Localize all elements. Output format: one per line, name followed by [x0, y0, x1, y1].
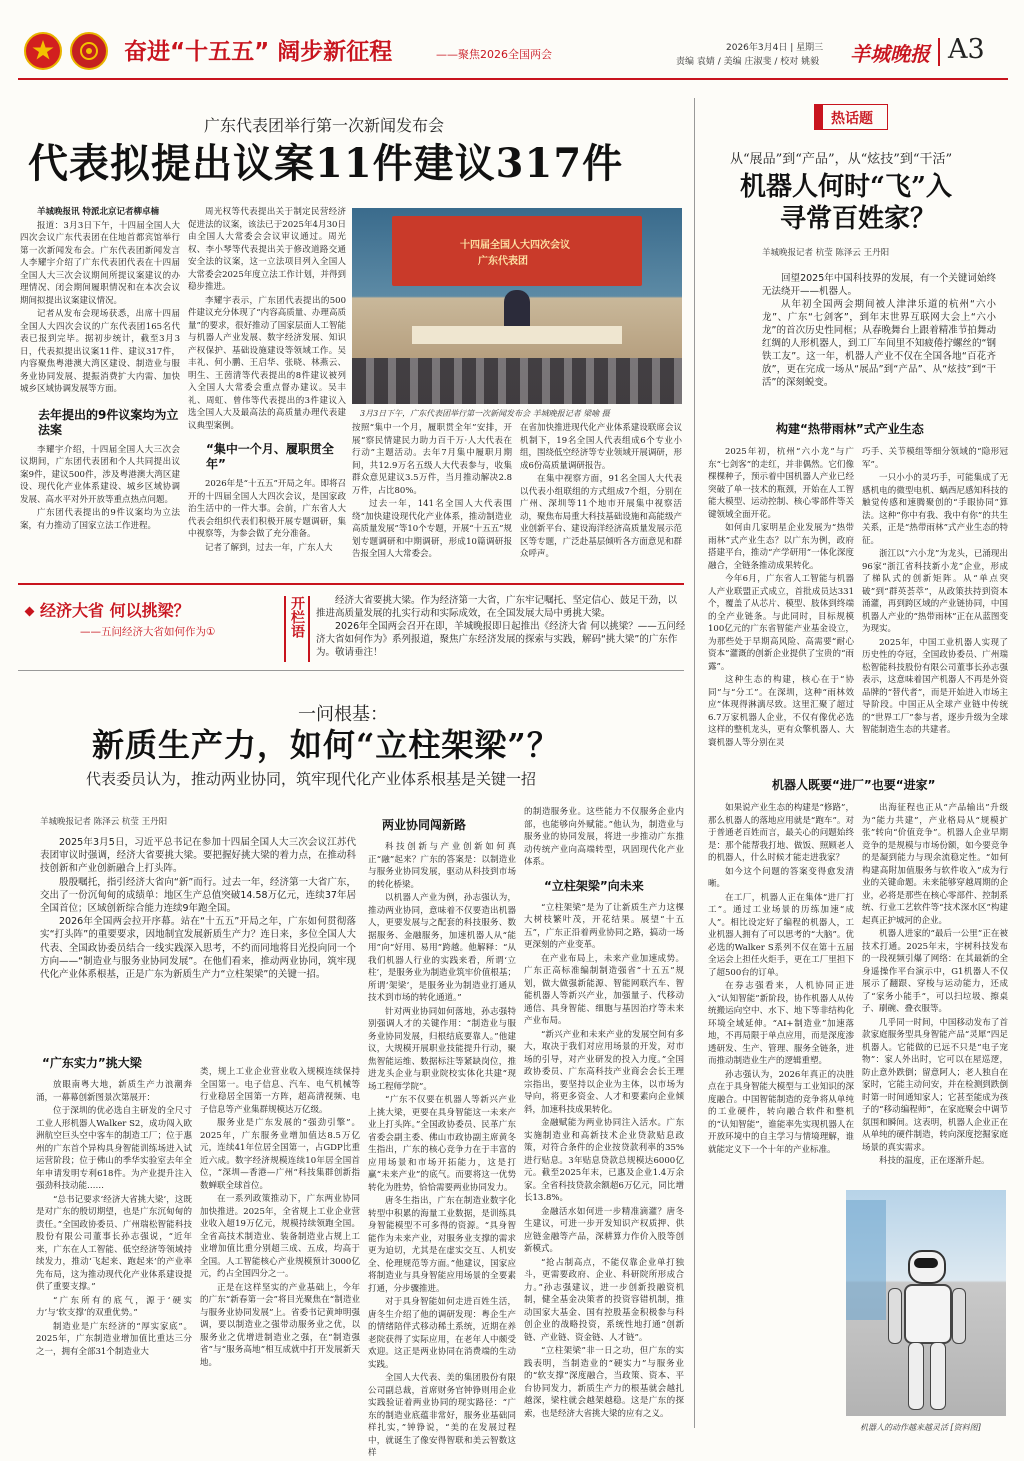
masthead — [0, 0, 1024, 80]
lead-para: 广东团代表提出的9件议案均为立法案，有力推动了国家立法工作进程。 — [20, 508, 180, 531]
feature-para: 在产业布局上，未来产业加速成势。广东正高标准编制制造强省“十五五”规划，做大做强新能源、智能网联汽车、智能机器人等新兴产业，加强量子、代移动通信、具身智能、细胞与基因治疗等未来产业布局。 — [524, 953, 684, 1026]
hot-sec2-col-a — [708, 802, 854, 1157]
feature-deck: 代表委员认为，推动两业协同，筑牢现代化产业体系根基是关键一招 — [86, 770, 537, 788]
paper-logo: 羊城晚报 — [850, 42, 930, 66]
series-title: 经济大省 何以挑梁？ — [40, 601, 190, 620]
series-tag-text: 开栏语 — [289, 596, 305, 638]
series-marker-icon — [25, 607, 35, 617]
header-rule — [18, 78, 1008, 80]
hot-para: 机器人进家的“最后一公里”正在被技术打通。2025年末，宇树科技发布的一段视频引爆了网络：在其最新的全身遥操作平台演示中，G1机器人不仅展示了翻跟、穿梭与运动能力，还成了“家务小能手”，可以扫垃圾、擦桌子、刷碗、叠衣服等。 — [862, 929, 1008, 1014]
hot-para: 今年6月，广东省人工智能与机器人产业联盟正式成立，首批成员达331个，覆盖了从芯片、模型、肢体到终端的全产业链条。与此同时，目标规模100亿元的广东省智能产业基金设立，为那些处于早期高风险、高需要“耐心资本”灌溉的创新企业提供了宝贵的“雨露”。 — [708, 574, 854, 672]
national-emblem-icon — [24, 32, 62, 70]
photo-backdrop — [392, 216, 642, 286]
feature-col-d — [524, 806, 684, 1421]
hot-para: 如何由几家明星企业发展为“热带雨林”式产业生态？以广东为例，政府搭建平台，推动“产学研用”一体化深度融合，全链条推动成果转化。 — [708, 523, 854, 571]
feature-col-b — [200, 1066, 360, 1370]
hot-headline-line-2: 寻常百姓家？ — [780, 204, 937, 234]
feature-intro-para: 殷殷嘱托，指引经济大省向“新”而行。过去一年，经济第一大省广东，交出了一份沉甸甸的成绩单：地区生产总值突破14.58万亿元，连续37年居全国首位；区域创新综合能力连续9年跑全国。 — [40, 876, 356, 915]
hot-topic-tag — [814, 104, 888, 130]
lead-col-3 — [352, 422, 512, 562]
feature-para: 位于深圳的优必选自主研发的全尺寸工业人形机器人Walker S2，成功闯入欧洲航空巨头空中客车的制造工厂；位于惠州的广东首个异构具身智能训练场进入试运营阶段；位于佛山的季华实验室去年全年申请发明专利618件。为产业提升注入强劲科技动能…… — [36, 1106, 192, 1191]
hot-subhead: 构建“热带雨林”式产业生态 — [776, 422, 924, 436]
feature-para: 服务业是广东发展的“强劲引擎”。2025年，广东服务业增加值达8.5万亿元，连续41年位居全国第一，占GDP比重近六成。数字经济规模连续10年居全国首位，“深圳—香港—广州”科技集群创新指数蝉联全球首位。 — [200, 1118, 360, 1191]
hot-para: 科技的温度，正在逐渐升起。 — [879, 1156, 990, 1166]
page-number: A3 — [948, 34, 985, 65]
hot-kicker: 从“展品”到“产品”，从“炫技”到“干活” — [730, 152, 953, 167]
series-top-rule — [18, 583, 684, 585]
feature-para: “广东不仅要在机器人等新兴产业上挑大梁，更要在具身智能这一未来产业上打头阵。”全国政协委员、民革广东省委会副主委、佛山市政协副主席黄冬生指出，广东的核心竞争力在于丰富的应用场景和市场开拓能力，这是打赢“未来产业”的底气。而要将这一优势转化为胜势，恰恰需要两业协同发力。 — [368, 1095, 516, 1193]
lead-para: 周光权等代表提出关于制定民营经济促进法的议案，该法已于2025年4月30日由全国人大常委会会议审议通过。周光权、李小琴等代表提出关于修改道路交通安全法的议案，这一立法项目列入全国人大常委会2025年度立法工作计划，并得到稳步推进。 — [188, 207, 346, 292]
photo-banner-line-1: 十四届全国人大四次会议 — [460, 240, 570, 251]
feature-para: 唐冬生指出，广东在制造业数字化转型中积累的海量工业数据，是训练具身智能模型不可多得的资源。“具身智能作为未来产业，对服务业支撑的需求更为迫切，尤其是在虚实交互、人机安全、伦理规范等方面。”他建议，国家应将制造业与具身智能应用场景的全要素打通，分步骤推进。 — [368, 1196, 516, 1294]
photo-banner-line-2: 广东代表团 — [478, 256, 528, 267]
feature-para: 对于具身智能如何走进百姓生活，唐冬生介绍了他的调研发现：粤企生产的情绪陪伴式移动稀土系统，近期在养老院获得了实际应用，在老年人中颇受欢迎。这正是两业协同在消费端的生动实践。 — [368, 1297, 516, 1370]
audience-row — [352, 358, 682, 404]
lead-col-1 — [20, 206, 180, 533]
lead-col-2 — [188, 206, 346, 555]
robot-visor — [914, 1258, 938, 1268]
hot-para: 一只小小的灵巧手，可能集成了无感机电的微型电机、蜗西尼感知科技的触觉传感和速腾聚创的“手眼协同”算法。这种“你中有我、我中有你”的共生关系，正是“热带雨林”式产业生态的特征。 — [862, 473, 1008, 546]
hot-para: 孙志强认为，2026年真正的决胜点在于具身智能大模型与工业知识的深度融合。中国智能制造的竞争将从单纯的工业硬件，转向融合软件和整机的“认知智能”，谁能率先实现机器人在开放环境中的自主学习与情境理解，谁就能定义下一个十年的产业标准。 — [708, 1069, 854, 1155]
hot-headline-line-1: 机器人何时“飞”入 — [740, 172, 952, 202]
lead-para: 记者了解到，过去一年，广东人大 — [205, 542, 333, 553]
lead-para: 李耀宇表示，广东团代表提出的500件建议充分体现了“内容高质量、办理高质量”的要求，很好推动了国家层面人工智能与机器人产业发展、数字经济发展、知识产权保护、基础设施建设等领域工作。吴丰礼、何小鹏、王启华、张晓、林燕云、明生、王茵清等代表提出的8件建议被列入全国人大常委会重点督办建议。吴丰礼、周虹、曾伟等代表提出的3件建议入选全国人大及最高法的高质量办理代表建议典型案例。 — [188, 295, 346, 431]
feature-para: “新兴产业和未来产业的发展空间有多大，取决于我们对应用场景的开发，对市场的引导，对产业研发的投入力度。”全国政协委员、广东高科技产业商会会长王理宗指出，要坚持以企业为主体，以市场为导向，将更多资金、人才和要素向企业倾斜，加速科技成果转化。 — [524, 1029, 684, 1115]
podium-table — [412, 326, 622, 344]
hot-para: 浙江以“六小龙”为龙头，已涌现出96家“浙江省科技新小龙”企业，形成了梯队式的创新矩阵。从“单点突破”到“群英荟萃”，从政策扶持到资本涌灌，再到跨区域的产业链协同，中国机器人产业的“热带雨林”正在从蓝图变为现实。 — [862, 549, 1008, 634]
series-subtitle: ——五问经济大省如何作为① — [80, 626, 216, 638]
lead-para: 过去一年，141名全国人大代表围绕“加快建设现代化产业体系，推动制造业高质量发展”等10个专题，开展“十五五”规划专题调研和中期调研，形成10篇调研报告报全国人大常委会。 — [352, 499, 512, 559]
hot-intro-para: 从年初全国两会期间被人津津乐道的杭州“六小龙”、广东“七剑客”，到年末世界互联网大会上“六小龙”的首次历史性同框；从春晚舞台上跟着精准节拍舞动红绸的人形机器人，到工厂车间里不知疲倦拧螺丝的“钢铁工友”。这一年，机器人产业不仅在全国各地“百花齐放”，更在完成一场从“展品”到“产品”、从“炫技”到“干活”的深刻蜕变。 — [762, 299, 996, 388]
hot-para: 巧手、关节模组等细分领域的“隐形冠军”。 — [862, 447, 1008, 470]
cppcc-emblem-icon — [70, 32, 108, 70]
feature-subhead: 两业协同闯新路 — [382, 818, 467, 832]
feature-intro-para: 2026年全国两会拉开序幕。站在“十五五”开局之年，广东如何贯彻落实“打头阵”的重要要求，因地制宜发展新质生产力？连日来，多位全国人大代表、全国政协委员结合一线实践深入思考，不约而同地将目光投向同一个方向——“制造业与服务业协同发展”。在他们看来，推动两业协同，筑牢现代化产业体系根基，正是广东为新质生产力“立柱架梁”的关键一招。 — [40, 916, 356, 981]
feature-subhead: “立柱架梁”向未来 — [544, 878, 644, 893]
hot-intro — [762, 272, 996, 389]
robot-photo-caption: 机器人的动作越来越灵活 [资料图] — [860, 1423, 981, 1432]
press-conference-photo — [352, 208, 682, 404]
issue-date: 2026年3月4日 | 星期三 — [726, 43, 824, 53]
feature-para: “广东所有的底气，源于‘硬实力’与‘软支撑’的双重优势。” — [36, 1295, 192, 1318]
hot-para: 出海征程也正从“产品输出”升级为“能力共建”，产业格局从“规模扩张”转向“价值竞争”。机器人企业早期竞争的是规模与市场份额，如今要竞争的是凝到能力与现余流稳定性。“如何构建高附加值服务与软件收入”成为行业的关键命题。未来能够穿越周期的企业，必将是那些在核心零部件、控制系统、行业工艺软件等“技术深水区”构建起真正护城河的企业。 — [862, 803, 1008, 926]
hot-para: 在工厂，机器人正在集体“进厂打工”。通过工业场景的历练加速“成人”。相比设定好了编程的机器人，工业机器人拥有了可以思考的“大脑”。优必选的Walker S系列不仅在第十五届全运会上担任火炬手，更在工厂里担下了超500台的订单。 — [708, 892, 854, 978]
lead-para: 在集中视察方面，91名全国人大代表以代表小组联组的方式组成7个组，分别在广州、深圳等11个地市开展集中视察活动，聚焦布局重大科技基础设施和高能级产业创新平台、建设海洋经济高质量发展示范区等专题，广泛赴基层倾听各方面意见和群众呼声。 — [520, 474, 682, 559]
lead-para: 记者从发布会现场获悉，出席十四届全国人大四次会议的广东代表团165名代表已报到完毕。据初步统计，截至3月3日，代表拟提出议案11件、建议317件，内容聚焦粤港澳大湾区建设、制造业与服务业协同发展、提振消费扩大内需、加快城乡区域协调发展等方面。 — [20, 309, 180, 394]
lead-byline: 羊城晚报讯 特派北京记者柳卓楠 — [37, 207, 159, 217]
hot-para: 几乎同一时间，中国移动发布了首款家庭服务型具身智能产品“灵犀”四足机器人。它能做的已远不只是“电子宠物”：家人外出时，它可以在屋巡逻，防止意外跌倒；留意阿人；老人独自在家时，它能主动问安，并在检测到跌倒时第一时间通知家人；它甚至能成为孩子的“移动编程师”，在家庭聚会中调节氛围和瞬间。这表明，机器人企业正在从单纯的硬件制造，转向深度挖掘家庭场景的真实需求。 — [862, 1017, 1008, 1153]
hot-sec2-col-b — [862, 802, 1008, 1169]
feature-para: “立柱架梁”是为了让新质生产力这棵大树枝繁叶茂，开花结果。展望“十五五”，广东正沿着两业协同之路，搞动一场更深刻的产业变革。 — [524, 902, 684, 950]
feature-para: 在一系列政策推动下，广东两业协同加快推进。2025年，全省规上工业企业营业收入超19万亿元，规模持续领跑全国。全省高技术制造业、装备制造业占规上工业增加值比重分别超三成、五成，均高于全国。人工智能核心产业规模预计3000亿元，约占全国四分之一。 — [200, 1194, 360, 1279]
header-separator — [938, 38, 940, 66]
robot-left-arm — [888, 1288, 902, 1344]
series-tag — [284, 596, 310, 662]
feature-para: 的制造服务业。这些能力不仅服务企业内部，也能够向外赋能。”他认为，制造业与服务业的协同发展，将进一步推动广东推动传统产业向高端转型，巩固现代化产业体系。 — [524, 807, 684, 867]
feature-para: 类，规上工业企业营业收入规模连续保持全国第一。电子信息、汽车、电气机械等行业稳居全国第一方阵，超高清视频、电子信息等产业集群规模达万亿级。 — [200, 1067, 360, 1115]
hot-para: 2025年，中国工业机器人实现了历史性的夺冠，全国政协委员、广州瑞松智能科技股份有限公司董事长孙志强表示，这意味着国产机器人不再是外资品牌的“替代者”，而是开始进入市场主导阶段。中国正从全球产业链中传统的“世界工厂”参与者，逐步升级为全球智能制造生态的共建者。 — [862, 637, 1008, 735]
lead-para: 2026年是“十五五”开局之年。即将召开的十四届全国人大四次会议，是国家政治生活中的一件大事。会前，广东省人大代表会组织代表们积极开展专题调研，集中视察等，为参会做了充分准备。 — [188, 479, 346, 539]
lead-col-4 — [520, 422, 682, 562]
feature-headline: 新质生产力，如何“立柱架梁”？ — [92, 726, 560, 764]
lead-para: 在省加快推进现代化产业体系建设联席会议机制下，19名全国人代表组成6个专业小组，围绕低空经济等专业领域开展调研，形成6份高质量调研报告。 — [520, 423, 682, 471]
feature-para: “抢占制高点，不能仅靠企业单打独斗，更需要政府、企业、科研院所形成合力。”孙志强建议，进一步创新投融资机制，健全基金决策者的投资容错机制，推动国家大基金、国有控股基金积极参与科创企业的战略投资，系统性地打通“创新链、产业链、资金链、人才链”。 — [524, 1257, 684, 1343]
lead-kicker: 广东代表团举行第一次新闻发布会 — [204, 116, 445, 135]
lead-para: 报道：3月3日下午，十四届全国人大四次会议广东代表团在住地首都宾馆举行第一次新闻发布会。广东代表团新闻发言人李耀宇介绍了广东代表团代表在十四届全国人大三次会议期间所提议案建议的办理情况、闭会期间履职情况和在本次会议期间拟提出议案建议情况。 — [20, 220, 180, 306]
hot-para: 这种生态的构建，核心在于“协同”与“分工”。在深圳，这种“雨林效应”体现得淋漓尽致。这里汇聚了超过6.7万家机器人企业，不仅有像优必选这样的整机龙头，更有众擎机器人、大寰机器人等分别在灵 — [708, 675, 854, 748]
hot-tag-text: 热话题 — [831, 111, 873, 127]
section-title: 奋进“十五五” 阔步新征程 — [124, 39, 393, 65]
robot-torso — [904, 1284, 952, 1344]
feature-intro-para: 2025年3月5日，习近平总书记在参加十四届全国人大三次会议江苏代表团审议时强调，经济大省要挑大梁。要把握好挑大梁的着力点，在推动科技创新和产业创新融合上打头阵。 — [40, 837, 356, 875]
feature-para: 制造业是广东经济的“厚实家底”。2025年，广东制造业增加值比重达三分之一，拥有全部31个制造业大 — [36, 1321, 192, 1357]
hot-subhead: 机器人既要“进厂”也要“进家” — [772, 778, 936, 792]
hot-byline: 羊城晚报记者 杭莹 陈泽云 王丹阳 — [762, 248, 890, 258]
feature-para: 科技创新与产业创新如何真正“融”起来？广东的答案是：以制造业与服务业协同发展，驱动从科技到市场的转化桥梁。 — [368, 842, 516, 890]
hot-para: 在券志强看来，人机协同正进入“认知智能”新阶段，协作机器人从传统搬运向空中、水下、地下等非结构化环境全域延伸。“AI+制造业”加速落地，不再局限于单点应用，而是深度渗透研发、生产、管理、服务全链条，进而推动制造业生产的逻辑重塑。 — [708, 981, 854, 1066]
lead-para: 李耀宇介绍，十四届全国人大三次会议期间，广东团代表团和个人共同提出议案9件，建议500件，涉及粤港澳大湾区建设、现代化产业体系建设、城乡区域协调发展、高水平对外开放等重点热点问题。 — [20, 444, 180, 505]
series-intro — [316, 594, 686, 659]
feature-para: 放眼南粤大地，新质生产力浪潮奔涌，一幕幕创新图景次第展开： — [36, 1080, 192, 1103]
editor-credits: 责编 袁婧 / 美编 庄淑斐 / 校对 姚毅 — [676, 57, 820, 67]
hot-intro-para: 回望2025年中国科技界的发展，有一个关键词始终无法绕开——机器人。 — [762, 273, 996, 297]
lead-headline: 代表拟提出议案11件建议317件 — [28, 140, 624, 187]
feature-para: 金融活水如何进一步精准滴灌？唐冬生建议，可进一步开发知识产权质押、供应链金融等产品，深耕算力作价入股等创新模式。 — [524, 1206, 684, 1254]
robot-right-leg — [930, 1342, 946, 1410]
feature-para: 以机器人产业为例，孙志强认为，推动两业协同，意味着不仅要造出机器人，更要发展与之配套的科技服务、数据服务、金融服务，加速机器人从“能用”向“好用、易用”跨越。他解释：“从我们机器人行业的实践来看，所谓‘立柱’，是服务业为制造业筑牢价值根基；所谓‘架梁’，是服务业为制造业打通从技术到市场的转化通道。” — [368, 893, 516, 1003]
hot-para: 2025年初，杭州“六小龙”与广东“七剑客”的走红，并非偶然。它们像棵棵种子，预示着中国机器人产业已经突破了单一技术的瓶颈，开始在人工智能大模型、运动控制、核心零部件等关键领域全面开花。 — [708, 447, 854, 520]
series-bottom-rule — [18, 670, 684, 671]
feature-para: “总书记要求‘经济大省挑大梁’，这既是对广东的殷切期望，也是广东沉甸甸的责任。”全国政协委员、广州瑞松智能科技股份有限公司董事长孙志强说，“近年来，广东在人工智能、低空经济等领域持续发力，推动‘飞起来、跑起来’的产业率先布局，这为推动现代化产业体系建设提供了重要支撑。” — [36, 1194, 192, 1292]
lead-subhead: “集中一个月、履职贯全年” — [206, 442, 334, 471]
photo-caption: 3月3日下午，广东代表团举行第一次新闻发布会 羊城晚报记者 梁喻 摄 — [360, 409, 610, 418]
booth-panel — [846, 1200, 886, 1320]
feature-para: 金融赋能为两业协同注入活水。广东实施制造业和高新技术企业贷款贴息政策，对符合条件的企业按贷款利率的35%进行贴息。3年贴息贷款总规模达6000亿元。截至2025年末，已惠及企业1.4万余家。全省科技贷款余额超6万亿元，同比增长13.8%。 — [524, 1118, 684, 1203]
lead-para: 按照“集中一个月，履职贯全年”安排，开展“察民情建民力助力百千万·人大代表在行动”主题活动。去年7月集中履职月期间，共12.9万名五级人大代表参与，收集群众意见建议3.5万件，当月推动解决2.8万件，占比80%。 — [352, 423, 512, 496]
hot-sec1-col-b — [862, 446, 1008, 738]
feature-para: 全国人大代表、美的集团股份有限公司副总裁，首席财务官钟铮则用企业实践验证着两业协同的现实路径：“广东的制造业底蕴非常好，服务业基础同样扎实，”钟铮说，“美的在发展过程中，就诞生了像安得智联和美云智数这样 — [368, 1373, 516, 1458]
feature-kicker: 一问根基： — [298, 704, 388, 725]
hot-para: 如果说产业生态的构建是“修路”，那么机器人的落地应用就是“跑车”。对于普通老百姓而言，最关心的问题始终是：那个能帮我打地、做饭、照顾老人的机器人，什么时候才能走进我家？ — [708, 803, 854, 863]
lead-subhead: 去年提出的9件议案均为立法案 — [38, 407, 179, 437]
feature-byline: 羊城晚报记者 陈泽云 杭莹 王丹阳 — [40, 817, 168, 827]
robot-right-arm — [952, 1288, 966, 1344]
hot-tag-block — [815, 105, 823, 129]
feature-para: “立柱架梁”非一日之功，但广东的实践表明，当制造业的“硬实力”与服务业的“软支撑”深度融合，当政策、资本、平台协同发力，新质生产力的根基就会越扎越深，梁柱就会越架越稳。这是广东的探索，也是经济大省挑大梁的应有之义。 — [524, 1346, 684, 1419]
hot-para: 如今这个问题的答案变得愈发清晰。 — [708, 866, 854, 889]
robot-left-leg — [908, 1342, 924, 1410]
series-banner — [20, 592, 272, 642]
section-subtitle: ——聚焦2026全国两会 — [436, 48, 552, 61]
feature-para: 针对两业协同如何落地，孙志强特别强调人才的关键作用：“制造业与服务业协同发展，归根结底要靠人。”他建议，大规模开展职业技能提升行动，聚焦智能运维、数据标注等紧缺岗位，推进龙头企业与职业院校实体化共建“现场工程师学院”。 — [368, 1006, 516, 1092]
robot-photo — [846, 1190, 1006, 1416]
feature-intro — [40, 836, 356, 981]
series-intro-para: 经济大省要挑大梁。作为经济第一大省，广东牢记嘱托、坚定信心、鼓足干劲，以推进高质量发展的扎实行动和实际成效，在全国发展大局中勇挑大梁。 — [316, 595, 678, 619]
series-intro-para: 2026年全国两会召开在即，羊城晚报即日起推出《经济大省 何以挑梁？——五问经济大省如何作为》系列报道，聚焦广东经济发展的探索与实践，解码“挑大梁”的广东作为。敬请垂注！ — [316, 621, 686, 658]
feature-subhead: “广东实力”挑大梁 — [42, 1056, 142, 1070]
feature-col-c — [368, 818, 516, 1461]
hot-sec1-col-a — [708, 446, 854, 750]
feature-col-a — [36, 1056, 192, 1359]
column-divider — [694, 98, 695, 1428]
feature-para: 正是在这样坚实的产业基础上，今年的广东“新春第一会”将目光聚焦在“制造业与服务业协同发展”上。省委书记黄坤明强调，要以制造业之强带动服务业之优，以服务业之优增进制造业之强，在“制造强省”与“服务高地”相互成就中打开发展新天地。 — [200, 1282, 360, 1368]
